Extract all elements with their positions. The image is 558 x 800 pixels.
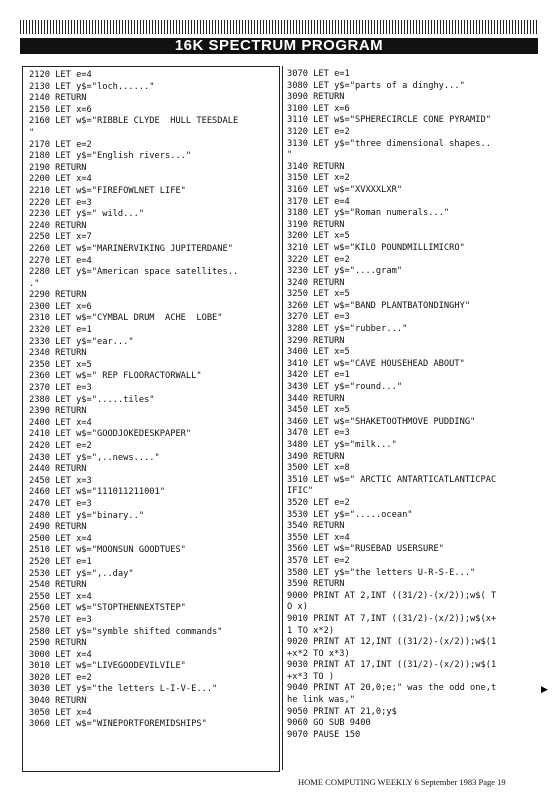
code-line: 3140 RETURN (287, 161, 345, 172)
code-line: 2170 LET e=2 (29, 139, 92, 150)
code-line: 3550 LET x=4 (287, 532, 350, 543)
code-line: 2350 LET x=5 (29, 359, 92, 370)
code-line: 2150 LET x=6 (29, 104, 92, 115)
code-column-right (282, 66, 539, 770)
page-footer: HOME COMPUTING WEEKLY 6 September 1983 Page 19 (298, 777, 506, 787)
code-line: 3050 LET x=4 (29, 707, 92, 718)
code-line: 2200 LET x=4 (29, 174, 92, 185)
code-line: 3260 LET w$="BAND PLANTBATONDINGHY" (287, 300, 471, 311)
code-line: 3030 LET y$="the letters L-I-V-E..." (29, 684, 218, 695)
header-rule (20, 20, 538, 34)
code-line: 3460 LET w$="SHAKETOOTHMOVE PUDDING" (287, 416, 476, 427)
code-line: 1 TO x*2) (287, 625, 335, 636)
code-line: 3020 LET e=2 (29, 672, 92, 683)
code-line: 3130 LET y$="three dimensional shapes.. (287, 138, 491, 149)
code-line: 2260 LET w$="MARINERVIKING JUPITERDANE" (29, 243, 233, 254)
code-line: 2500 LET x=4 (29, 533, 92, 544)
code-line: 3400 LET x=5 (287, 347, 350, 358)
code-line: 9060 GO SUB 9400 (287, 718, 371, 729)
code-line: 3420 LET e=1 (287, 370, 350, 381)
code-line: 3170 LET e=4 (287, 196, 350, 207)
code-line: 2120 LET e=4 (29, 70, 92, 80)
code-line: IFIC" (287, 486, 314, 497)
code-line: 2340 RETURN (29, 348, 87, 359)
code-line: 3090 RETURN (287, 92, 345, 103)
code-line: 2190 RETURN (29, 162, 87, 173)
code-line: +x*3 TO ) (287, 671, 335, 682)
code-line: 2550 LET x=4 (29, 591, 92, 602)
code-line: 2570 LET e=3 (29, 614, 92, 625)
code-line: 3290 RETURN (287, 335, 345, 346)
code-line: 3210 LET w$="KILO POUNDMILLIMICRO" (287, 242, 465, 253)
code-line: 2130 LET y$="loch......" (29, 81, 155, 92)
code-line: 3010 LET w$="LIVEGOODEVILVILE" (29, 661, 186, 672)
code-line: 2460 LET w$="111011211001" (29, 487, 165, 498)
code-line: 3230 LET y$="....gram" (287, 266, 403, 277)
code-line: 2430 LET y$=",..news...." (29, 452, 160, 463)
code-line: 2210 LET w$="FIREFOWLNET LIFE" (29, 185, 186, 196)
code-line: 3430 LET y$="round..." (287, 382, 403, 393)
code-line: 2370 LET e=3 (29, 383, 92, 394)
code-line: " (29, 127, 35, 138)
code-line: 3480 LET y$="milk..." (287, 440, 397, 450)
code-line: 9050 PRINT AT 21,0;y$ (287, 706, 397, 717)
code-line: 2480 LET y$="binary.." (29, 510, 145, 521)
code-line: 2520 LET e=1 (29, 556, 92, 567)
code-line: 2450 LET x=3 (29, 475, 92, 486)
code-line: 3540 RETURN (287, 521, 345, 532)
code-line: 3160 LET w$="XVXXXLXR" (287, 184, 403, 195)
code-line: O x) (287, 602, 308, 613)
code-line: 2400 LET x=4 (29, 417, 92, 428)
code-line: 2560 LET w$="STOPTHENNEXTSTEP" (29, 603, 186, 614)
code-line: 3270 LET e=3 (287, 312, 350, 323)
code-line: 3110 LET w$="SPHERECIRCLE CONE PYRAMID" (287, 115, 491, 126)
code-line: 3180 LET y$="Roman numerals..." (287, 208, 450, 219)
code-line: 2270 LET e=4 (29, 255, 92, 266)
code-line: 3080 LET y$="parts of a dinghy..." (287, 80, 465, 91)
code-line: +x*2 TO x*3) (287, 648, 350, 659)
code-line: 2530 LET y$=",..day" (29, 568, 134, 579)
code-listing-left (23, 67, 279, 731)
code-line: 2180 LET y$="English rivers..." (29, 151, 192, 162)
code-line: 3470 LET e=3 (287, 428, 350, 439)
code-line: 2510 LET w$="MOONSUN GOODTUES" (29, 545, 186, 556)
code-line: 3530 LET y$=".....ocean" (287, 509, 413, 520)
code-line: 3040 RETURN (29, 696, 87, 707)
code-line: 2220 LET e=3 (29, 197, 92, 208)
code-line: 9020 PRINT AT 12,INT ((31/2)-(x/2));w$(1 (287, 637, 497, 648)
code-line: 3490 RETURN (287, 451, 345, 462)
code-line: 2580 LET y$="symble shifted commands" (29, 626, 223, 637)
code-line: 3560 LET w$="RUSEBAD USERSURE" (287, 544, 444, 555)
code-line: 3060 LET w$="WINEPORTFOREMIDSHIPS" (29, 719, 207, 730)
code-line: 2590 RETURN (29, 638, 87, 649)
code-line: 3510 LET w$=" ARCTIC ANTARTICATLANTICPAC (287, 474, 497, 485)
code-line: 3000 LET x=4 (29, 649, 92, 660)
code-line: 2310 LET w$="CYMBAL DRUM ACHE LOBE" (29, 313, 223, 324)
code-line: 2230 LET y$=" wild..." (29, 209, 145, 220)
code-line: he link was," (287, 695, 355, 706)
code-line: 2360 LET w$=" REP FLOORACTORWALL" (29, 371, 202, 382)
code-line: 9070 PAUSE 150 (287, 729, 361, 740)
code-line: 2140 RETURN (29, 93, 87, 104)
code-line: 3220 LET e=2 (287, 254, 350, 265)
code-line: 2280 LET y$="American space satellites.. (29, 267, 239, 278)
code-line: 2490 RETURN (29, 522, 87, 533)
code-line: 9030 PRINT AT 17,INT ((31/2)-(x/2));w$(1 (287, 660, 497, 671)
code-line: 2330 LET y$="ear..." (29, 336, 134, 347)
code-line: 3520 LET e=2 (287, 497, 350, 508)
code-line: 9010 PRINT AT 7,INT ((31/2)-(x/2));w$(x+ (287, 613, 497, 624)
page-title: 16K SPECTRUM PROGRAM (20, 38, 538, 54)
code-line: 3190 RETURN (287, 219, 345, 230)
code-listing-right (283, 66, 539, 741)
code-line: 3450 LET x=5 (287, 405, 350, 416)
code-line: " (287, 150, 293, 161)
code-line: 3410 LET w$="CAVE HOUSEHEAD ABOUT" (287, 358, 465, 369)
code-line: 3150 LET x=2 (287, 173, 350, 184)
code-line: 3570 LET e=2 (287, 555, 350, 566)
code-line: 2420 LET e=2 (29, 441, 92, 451)
code-line: 3280 LET y$="rubber..." (287, 324, 408, 335)
code-column-left (22, 66, 280, 772)
code-line: 2380 LET y$=".....tiles" (29, 394, 155, 405)
code-line: 2160 LET w$="RIBBLE CLYDE HULL TEESDALE (29, 116, 239, 127)
code-line: 2470 LET e=3 (29, 498, 92, 509)
code-line: 2410 LET w$="GOODJOKEDESKPAPER" (29, 429, 192, 440)
code-line: 2440 RETURN (29, 464, 87, 475)
code-line: 2300 LET x=6 (29, 301, 92, 312)
code-line: 3250 LET x=5 (287, 289, 350, 300)
code-line: 3500 LET x=8 (287, 463, 350, 474)
code-line: ." (29, 278, 40, 289)
code-line: 2390 RETURN (29, 406, 87, 417)
code-line: 2250 LET x=7 (29, 232, 92, 243)
code-line: 2540 RETURN (29, 580, 87, 591)
code-line: 3580 LET y$="the letters U-R-S-E..." (287, 567, 476, 578)
continue-arrow-icon: ▶ (541, 684, 548, 694)
code-line: 2320 LET e=1 (29, 325, 92, 336)
code-line: 9040 PRINT AT 20,0;e;" was the odd one,t (287, 683, 497, 694)
code-line: 2290 RETURN (29, 290, 87, 301)
code-line: 3240 RETURN (287, 277, 345, 288)
code-line: 2240 RETURN (29, 220, 87, 231)
code-line: 3440 RETURN (287, 393, 345, 404)
code-line: 3200 LET x=5 (287, 231, 350, 242)
code-line: 3590 RETURN (287, 579, 345, 590)
code-line: 3100 LET x=6 (287, 103, 350, 114)
code-line: 3120 LET e=2 (287, 126, 350, 137)
code-line: 9000 PRINT AT 2,INT ((31/2)-(x/2));w$( T (287, 590, 497, 601)
code-line: 3070 LET e=1 (287, 69, 350, 79)
